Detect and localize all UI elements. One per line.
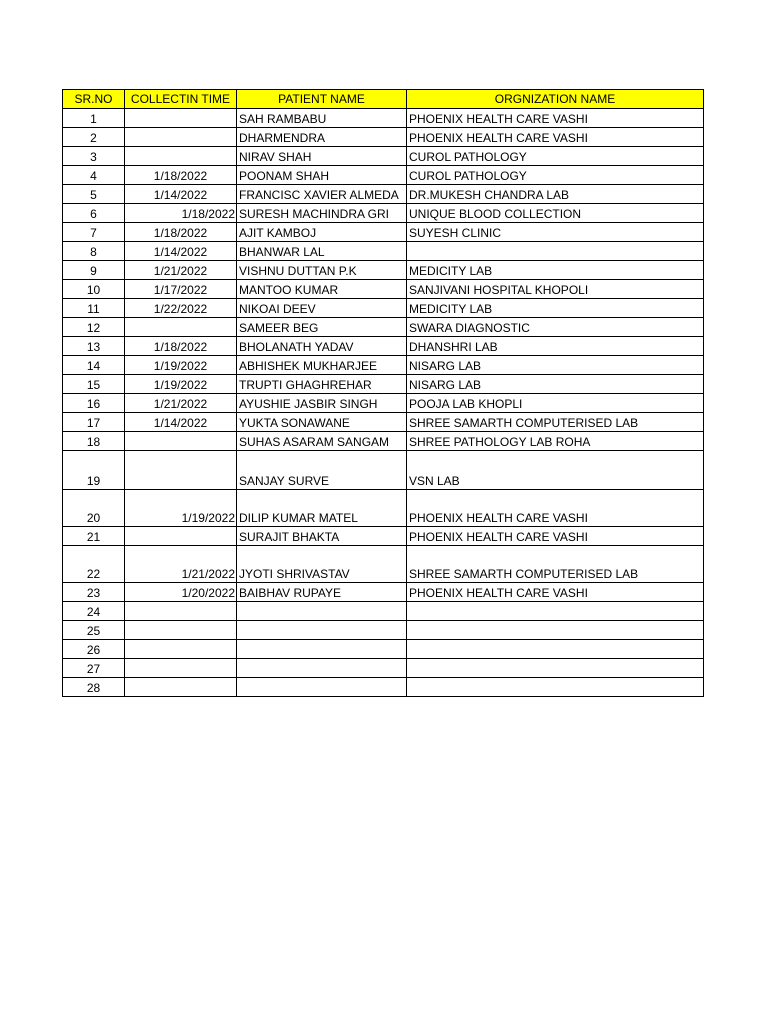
organization-name-cell	[407, 659, 704, 678]
table-row	[63, 109, 704, 128]
organization-name-cell	[407, 621, 704, 640]
organization-name-cell	[407, 242, 704, 261]
patient-name-cell: SURAJIT BHAKTA	[237, 527, 407, 546]
table-row	[63, 527, 704, 546]
table-row	[63, 242, 704, 261]
collection-time-cell: 1/14/2022	[125, 185, 237, 204]
collection-time-cell: 1/18/2022	[125, 337, 237, 356]
collection-time-cell: 1/18/2022	[125, 204, 237, 223]
table-row	[63, 490, 704, 527]
sr-no-cell: 8	[63, 242, 125, 261]
table-row	[63, 128, 704, 147]
header-collection-time: COLLECTIN TIME	[125, 90, 237, 109]
patient-name-cell: AJIT KAMBOJ	[237, 223, 407, 242]
sr-no-cell: 22	[63, 546, 125, 583]
patient-name-cell: SURESH MACHINDRA GRI	[237, 204, 407, 223]
table-row	[63, 261, 704, 280]
organization-name-cell: SUYESH CLINIC	[407, 223, 704, 242]
collection-time-cell: 1/18/2022	[125, 223, 237, 242]
table-row	[63, 640, 704, 659]
collection-time-cell	[125, 128, 237, 147]
patient-name-cell	[237, 678, 407, 697]
sr-no-cell: 25	[63, 621, 125, 640]
sr-no-cell: 12	[63, 318, 125, 337]
collection-time-cell	[125, 451, 237, 490]
sr-no-cell: 7	[63, 223, 125, 242]
table-row	[63, 204, 704, 223]
collection-time-cell: 1/19/2022	[125, 375, 237, 394]
collection-time-cell: 1/21/2022	[125, 394, 237, 413]
collection-time-cell: 1/14/2022	[125, 242, 237, 261]
patient-name-cell: DHARMENDRA	[237, 128, 407, 147]
patient-name-cell: TRUPTI GHAGHREHAR	[237, 375, 407, 394]
header-organization-name: ORGNIZATION NAME	[407, 90, 704, 109]
organization-name-cell: NISARG LAB	[407, 375, 704, 394]
table-row	[63, 602, 704, 621]
sr-no-cell: 15	[63, 375, 125, 394]
sr-no-cell: 5	[63, 185, 125, 204]
collection-time-cell: 1/17/2022	[125, 280, 237, 299]
organization-name-cell: DR.MUKESH CHANDRA LAB	[407, 185, 704, 204]
table-row	[63, 280, 704, 299]
table-row	[63, 185, 704, 204]
sr-no-cell: 18	[63, 432, 125, 451]
table-row	[63, 147, 704, 166]
table-row	[63, 375, 704, 394]
sr-no-cell: 23	[63, 583, 125, 602]
organization-name-cell	[407, 602, 704, 621]
table-row	[63, 318, 704, 337]
table-row	[63, 413, 704, 432]
patient-name-cell: BAIBHAV RUPAYE	[237, 583, 407, 602]
patient-name-cell: SAMEER BEG	[237, 318, 407, 337]
table-row	[63, 678, 704, 697]
table-row	[63, 166, 704, 185]
collection-time-cell	[125, 109, 237, 128]
patient-name-cell: NIRAV SHAH	[237, 147, 407, 166]
patient-name-cell	[237, 640, 407, 659]
sr-no-cell: 19	[63, 451, 125, 490]
table-row	[63, 659, 704, 678]
organization-name-cell: SANJIVANI HOSPITAL KHOPOLI	[407, 280, 704, 299]
collection-time-cell	[125, 659, 237, 678]
collection-time-cell	[125, 147, 237, 166]
organization-name-cell: CUROL PATHOLOGY	[407, 166, 704, 185]
sr-no-cell: 14	[63, 356, 125, 375]
sr-no-cell: 20	[63, 490, 125, 527]
collection-time-cell	[125, 621, 237, 640]
collection-time-cell: 1/19/2022	[125, 490, 237, 527]
organization-name-cell: MEDICITY LAB	[407, 299, 704, 318]
sr-no-cell: 1	[63, 109, 125, 128]
sr-no-cell: 24	[63, 602, 125, 621]
organization-name-cell: PHOENIX HEALTH CARE VASHI	[407, 490, 704, 527]
table-row	[63, 337, 704, 356]
patient-name-cell: FRANCISC XAVIER ALMEDA	[237, 185, 407, 204]
patient-name-cell	[237, 621, 407, 640]
organization-name-cell: SHREE SAMARTH COMPUTERISED LAB	[407, 413, 704, 432]
table-row	[63, 432, 704, 451]
patient-name-cell: DILIP KUMAR MATEL	[237, 490, 407, 527]
header-patient-name: PATIENT NAME	[237, 90, 407, 109]
patient-name-cell: POONAM SHAH	[237, 166, 407, 185]
table-row	[63, 583, 704, 602]
sr-no-cell: 16	[63, 394, 125, 413]
organization-name-cell: PHOENIX HEALTH CARE VASHI	[407, 527, 704, 546]
table-row	[63, 451, 704, 490]
patient-name-cell: VISHNU DUTTAN P.K	[237, 261, 407, 280]
patient-name-cell: ABHISHEK MUKHARJEE	[237, 356, 407, 375]
organization-name-cell: DHANSHRI LAB	[407, 337, 704, 356]
patient-name-cell: SUHAS ASARAM SANGAM	[237, 432, 407, 451]
sr-no-cell: 4	[63, 166, 125, 185]
collection-time-cell	[125, 640, 237, 659]
organization-name-cell	[407, 678, 704, 697]
table-row	[63, 299, 704, 318]
organization-name-cell: UNIQUE BLOOD COLLECTION	[407, 204, 704, 223]
sr-no-cell: 3	[63, 147, 125, 166]
organization-name-cell: PHOENIX HEALTH CARE VASHI	[407, 128, 704, 147]
table-row	[63, 356, 704, 375]
collection-time-cell: 1/21/2022	[125, 261, 237, 280]
patient-name-cell: SAH RAMBABU	[237, 109, 407, 128]
organization-name-cell	[407, 640, 704, 659]
patient-name-cell: YUKTA SONAWANE	[237, 413, 407, 432]
sr-no-cell: 10	[63, 280, 125, 299]
organization-name-cell: SWARA DIAGNOSTIC	[407, 318, 704, 337]
table-row	[63, 621, 704, 640]
sr-no-cell: 6	[63, 204, 125, 223]
collection-time-cell	[125, 432, 237, 451]
collection-time-cell	[125, 527, 237, 546]
patient-name-cell	[237, 659, 407, 678]
sr-no-cell: 17	[63, 413, 125, 432]
sr-no-cell: 26	[63, 640, 125, 659]
table-body	[63, 109, 704, 697]
sr-no-cell: 27	[63, 659, 125, 678]
organization-name-cell: PHOENIX HEALTH CARE VASHI	[407, 109, 704, 128]
table-row	[63, 546, 704, 583]
collection-time-cell: 1/14/2022	[125, 413, 237, 432]
sr-no-cell: 28	[63, 678, 125, 697]
patient-name-cell: NIKOAI DEEV	[237, 299, 407, 318]
collection-time-cell: 1/22/2022	[125, 299, 237, 318]
organization-name-cell: PHOENIX HEALTH CARE VASHI	[407, 583, 704, 602]
organization-name-cell: SHREE PATHOLOGY LAB ROHA	[407, 432, 704, 451]
sr-no-cell: 21	[63, 527, 125, 546]
collection-time-cell: 1/19/2022	[125, 356, 237, 375]
organization-name-cell: CUROL PATHOLOGY	[407, 147, 704, 166]
table-row	[63, 223, 704, 242]
patient-name-cell: AYUSHIE JASBIR SINGH	[237, 394, 407, 413]
patient-name-cell: BHOLANATH YADAV	[237, 337, 407, 356]
collection-time-cell: 1/20/2022	[125, 583, 237, 602]
header-row	[63, 90, 704, 109]
collection-time-cell	[125, 678, 237, 697]
organization-name-cell: VSN LAB	[407, 451, 704, 490]
organization-name-cell: POOJA LAB KHOPLI	[407, 394, 704, 413]
sr-no-cell: 9	[63, 261, 125, 280]
collection-time-cell: 1/18/2022	[125, 166, 237, 185]
organization-name-cell: NISARG LAB	[407, 356, 704, 375]
patient-name-cell: JYOTI SHRIVASTAV	[237, 546, 407, 583]
sr-no-cell: 11	[63, 299, 125, 318]
patient-name-cell: BHANWAR LAL	[237, 242, 407, 261]
header-sr-no: SR.NO	[63, 90, 125, 109]
sr-no-cell: 13	[63, 337, 125, 356]
table-row	[63, 394, 704, 413]
patient-name-cell: MANTOO KUMAR	[237, 280, 407, 299]
collection-time-cell: 1/21/2022	[125, 546, 237, 583]
collection-time-cell	[125, 318, 237, 337]
patient-name-cell	[237, 602, 407, 621]
patient-collection-table	[62, 89, 704, 697]
organization-name-cell: SHREE SAMARTH COMPUTERISED LAB	[407, 546, 704, 583]
collection-time-cell	[125, 602, 237, 621]
patient-name-cell: SANJAY SURVE	[237, 451, 407, 490]
sr-no-cell: 2	[63, 128, 125, 147]
organization-name-cell: MEDICITY LAB	[407, 261, 704, 280]
